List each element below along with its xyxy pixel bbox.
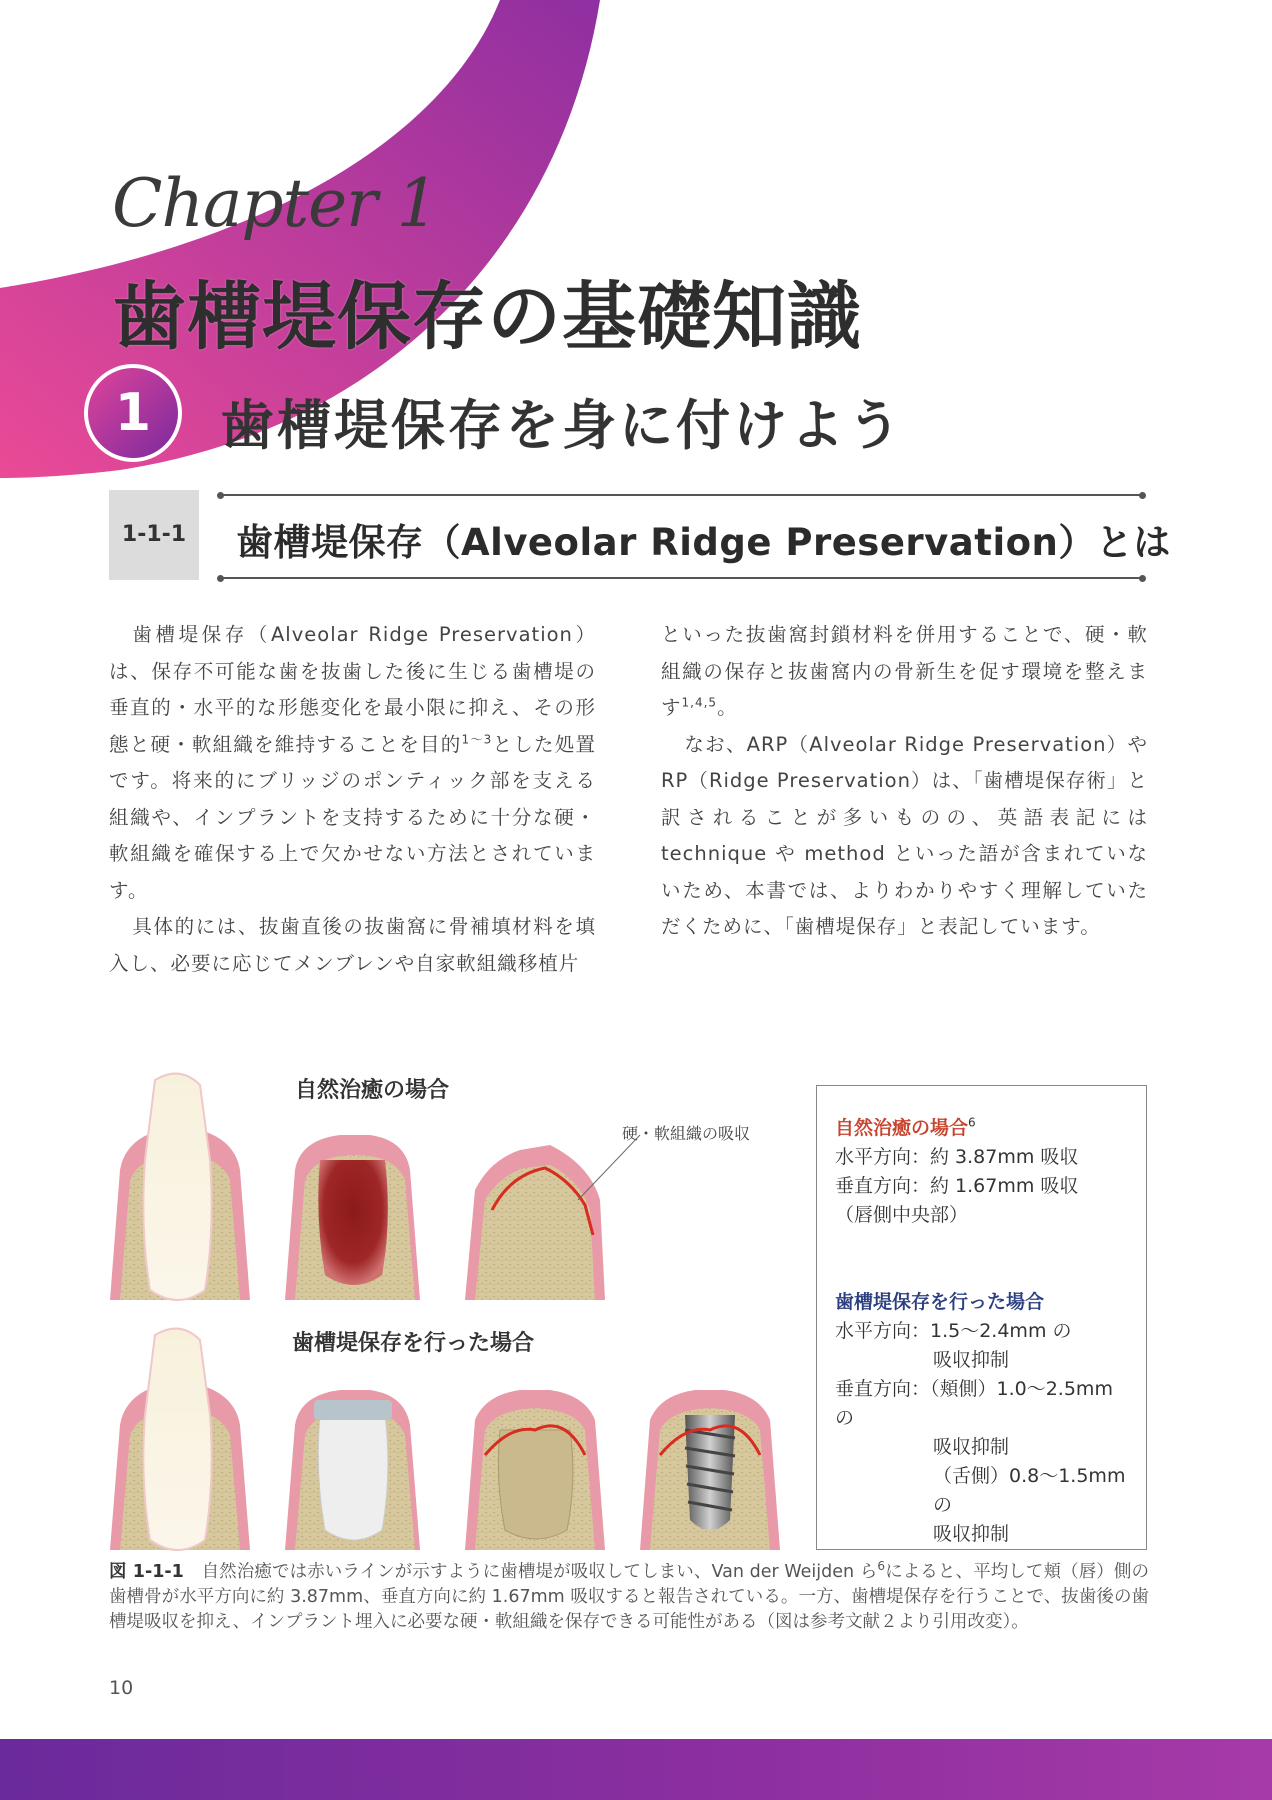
body-paragraph: なお、ARP（Alveolar Ridge Preservation）や RP（Ridge Preservation）は、「歯槽堤保存術」と訳されることが多いものの、英語表記には technique や method といった語が含まれていないため、本書では、よりわかりやすく理解していただくために、「歯槽堤保存」と表記しています。: [661, 732, 1148, 938]
rule-dot: [217, 575, 224, 582]
subsection-rule-top: [220, 494, 1142, 496]
body-left-column: [109, 617, 596, 982]
info-arp-title: 歯槽堤保存を行った場合: [835, 1291, 1045, 1313]
footer-bar: [0, 1739, 1272, 1800]
chapter-title: 歯槽堤保存の基礎知識: [112, 274, 862, 360]
info-line: 水平方向：1.5～2.4mm の: [835, 1320, 1072, 1342]
natural-tooth-before: [110, 1074, 250, 1300]
chapter-label: Chapter 1: [112, 165, 438, 242]
info-line: 吸収抑制: [933, 1349, 1010, 1371]
section-number-badge: 1: [84, 364, 182, 462]
subsection-title: 歯槽堤保存（Alveolar Ridge Preservation）とは: [236, 521, 1171, 564]
info-line: （舌側）0.8～1.5mm の: [933, 1465, 1126, 1516]
info-line: （唇側中央部）: [835, 1204, 969, 1226]
subsection-rule-bottom: [220, 577, 1142, 579]
arp-healed-ridge: [465, 1390, 605, 1550]
caption-label: 図 1-1-1: [109, 1562, 184, 1582]
info-line: 吸収抑制: [933, 1436, 1010, 1458]
info-line: 吸収抑制: [933, 1523, 1010, 1545]
reference-superscript: 6: [877, 1559, 885, 1574]
figure-heading-natural: 自然治癒の場合: [295, 1078, 450, 1103]
info-natural-title: 自然治癒の場合$^6$: [835, 1115, 976, 1139]
natural-healed-ridge: [465, 1135, 640, 1300]
rule-dot: [217, 492, 224, 499]
info-line: 垂直方向：（頬側）1.0～2.5mm の: [835, 1378, 1113, 1429]
body-right-column: [661, 617, 1148, 946]
page-number: 10: [109, 1677, 134, 1699]
info-line: 水平方向：約 3.87mm 吸収: [835, 1146, 1079, 1168]
reference-superscript: 1～3: [461, 732, 493, 746]
body-paragraph: 歯槽堤保存（Alveolar Ridge Preservation）は、保存不可能な歯を抜歯した後に生じる歯槽堤の垂直的・水平的な形態変化を最小限に抑え、その形態と硬・軟組織を維持することを目的$^{1\sim 3}$とした処置です。将来的にブリッジのポンティック部を支える組織や、インプラントを支持するために十分な硬・軟組織を確保する上で欠かせない方法とされています。: [109, 623, 596, 902]
natural-socket-clot: [285, 1135, 420, 1300]
subsection-number: 1-1-1: [109, 490, 199, 580]
section-title: 歯槽堤保存を身に付けよう: [220, 394, 904, 457]
dental-illustrations: [100, 1070, 800, 1560]
body-paragraph: 具体的には、抜歯直後の抜歯窩に骨補填材料を填入し、必要に応じてメンブレンや自家軟組織移植片: [109, 915, 596, 975]
reference-superscript: 1,4,5: [681, 695, 718, 710]
rule-dot: [1139, 575, 1146, 582]
resorption-info-box: [816, 1085, 1147, 1550]
figure-heading-arp: 歯槽堤保存を行った場合: [292, 1331, 535, 1356]
rule-dot: [1139, 492, 1146, 499]
arp-tooth-before: [110, 1329, 250, 1550]
figure-caption: 図 1-1-1 自然治癒では赤いラインが示すように歯槽堤が吸収してしまい、Van der Weijden ら$^6$によると、平均して頬（唇）側の歯槽骨が水平方向に約 3.87mm、垂直方向に約 1.67mm 吸収すると報告されている。一方、歯槽堤保存を行うことで、抜歯後の歯槽堤吸収を抑え、インプラント埋入に必要な硬・軟組織を保存できる可能性がある（図は参考文献２より引用改変）。: [109, 1559, 1150, 1632]
reference-superscript: 6: [968, 1115, 976, 1130]
resorption-annotation: 硬・軟組織の吸収: [622, 1124, 751, 1143]
body-paragraph: といった抜歯窩封鎖材料を併用することで、硬・軟組織の保存と抜歯窩内の骨新生を促す環境を整えます$^{1,4,5}$。: [661, 623, 1148, 719]
info-line: 垂直方向：約 1.67mm 吸収: [835, 1175, 1079, 1197]
arp-implant: [640, 1390, 780, 1550]
arp-graft-membrane: [285, 1390, 420, 1550]
